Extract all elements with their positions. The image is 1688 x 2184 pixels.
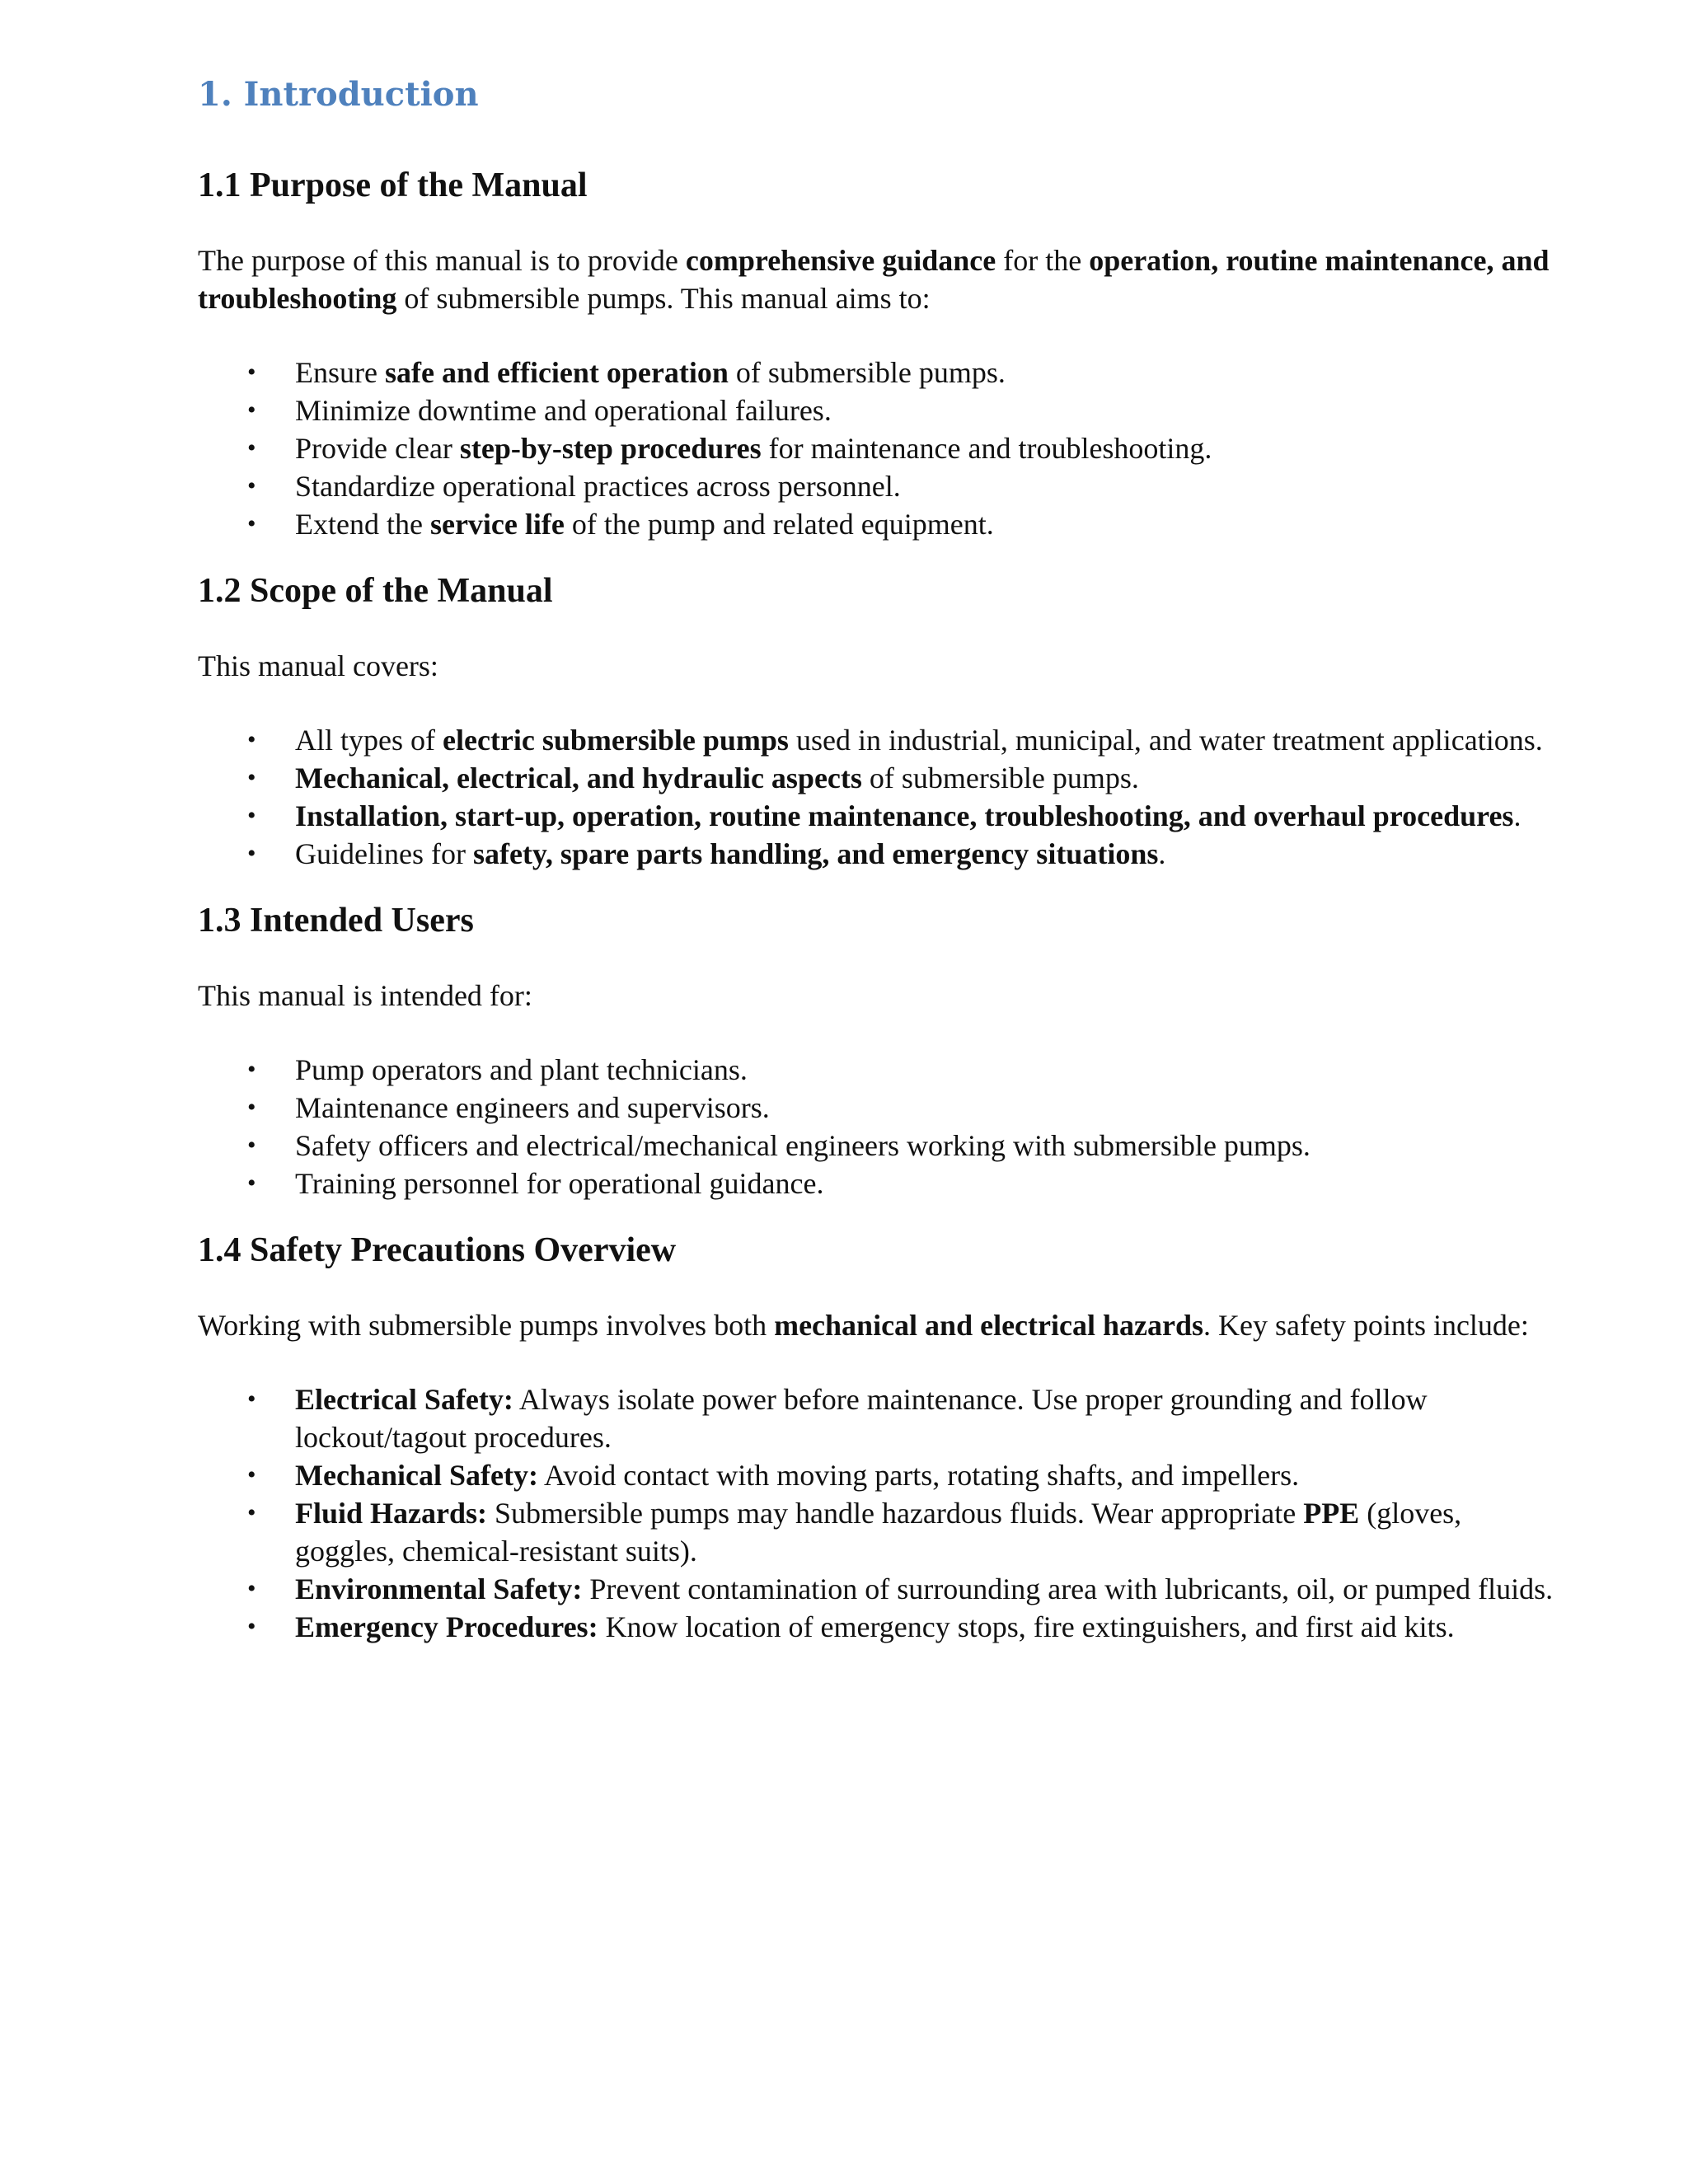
section-heading: 1.2 Scope of the Manual [198, 572, 553, 610]
bold-text: service life [429, 508, 565, 541]
text-run: Minimize downtime and operational failures. [295, 394, 832, 427]
text-run: Prevent contamination of surrounding area with lubricants, oil, or pumped fluids. [582, 1572, 1554, 1605]
bullet-icon: • [247, 359, 256, 386]
text-run: . [1158, 837, 1166, 870]
text-run: Guidelines for [295, 837, 473, 870]
list-item [198, 1127, 1558, 1165]
bullet-icon: • [247, 726, 256, 753]
bullet-icon: • [247, 510, 256, 537]
bold-text: Electrical Safety: [295, 1383, 513, 1416]
text-run: All types of [295, 724, 443, 757]
list-item [198, 1608, 1558, 1646]
list-item [198, 467, 1558, 505]
text-run: Know location of emergency stops, fire extinguishers, and first aid kits. [598, 1610, 1455, 1643]
sections-container [198, 161, 1558, 1646]
bold-text: step-by-step procedures [459, 432, 762, 465]
list-item [198, 835, 1558, 873]
text-run: This manual covers: [198, 649, 438, 682]
text-run: (gloves, goggles, chemical-resistant suits). [295, 1497, 1462, 1568]
text-run: for the [996, 244, 1090, 277]
text-run: Ensure [295, 356, 385, 389]
list-item [198, 1570, 1558, 1608]
text-run: . [1513, 799, 1522, 832]
text-run: Extend the [295, 508, 430, 541]
list-item [198, 1456, 1558, 1494]
bold-text: operation, routine maintenance, and troubleshooting [198, 244, 1550, 315]
list-item [198, 391, 1558, 429]
bold-text: PPE [1303, 1497, 1360, 1530]
text-run: of submersible pumps. [728, 356, 1006, 389]
list-item [198, 1051, 1558, 1089]
text-run: This manual is intended for: [198, 979, 532, 1012]
section [198, 1226, 1558, 1646]
bold-text: Emergency Procedures: [295, 1610, 598, 1643]
bullet-icon: • [247, 1169, 256, 1197]
list-item [198, 505, 1558, 543]
bold-text: Mechanical Safety: [295, 1459, 538, 1492]
text-run: The purpose of this manual is to provide [198, 244, 686, 277]
bullet-icon: • [247, 1132, 256, 1159]
section-intro [198, 1306, 1558, 1344]
section-intro [198, 241, 1558, 317]
bold-text: comprehensive guidance [685, 244, 996, 277]
text-run: for maintenance and troubleshooting. [761, 432, 1212, 465]
section-heading: 1.4 Safety Precautions Overview [198, 1231, 677, 1269]
text-run: Maintenance engineers and supervisors. [295, 1091, 770, 1124]
text-run: used in industrial, municipal, and water treatment applications. [788, 724, 1543, 757]
bullet-icon: • [247, 840, 256, 867]
bullet-icon: • [247, 1613, 256, 1640]
bullet-list [198, 1051, 1558, 1202]
bullet-icon: • [247, 1575, 256, 1602]
section [198, 896, 1558, 1202]
bullet-icon: • [247, 1094, 256, 1121]
bold-text: electric submersible pumps [442, 724, 789, 757]
bullet-icon: • [247, 472, 256, 499]
list-item [198, 797, 1558, 835]
bold-text: Installation, start-up, operation, routine maintenance, troubleshooting, and overhaul procedures [295, 799, 1514, 832]
bullet-icon: • [247, 1461, 256, 1488]
text-run: of the pump and related equipment. [564, 508, 994, 541]
bullet-list [198, 1380, 1558, 1646]
bold-text: Mechanical, electrical, and hydraulic aspects [295, 762, 862, 794]
document-page [198, 70, 1558, 1669]
list-item [198, 759, 1558, 797]
bullet-icon: • [247, 764, 256, 791]
text-run: of submersible pumps. [861, 762, 1139, 794]
list-item [198, 1089, 1558, 1127]
section-intro [198, 977, 1558, 1015]
section [198, 566, 1558, 873]
bold-text: safe and efficient operation [384, 356, 729, 389]
text-run: . Key safety points include: [1203, 1309, 1529, 1342]
text-run: Standardize operational practices across personnel. [295, 470, 901, 503]
bullet-icon: • [247, 1056, 256, 1083]
text-run: of submersible pumps. This manual aims to: [396, 282, 931, 315]
section-intro [198, 647, 1558, 685]
text-run: Always isolate power before maintenance. Use proper grounding and follow lockout/tagout procedures. [295, 1383, 1428, 1454]
bullet-list [198, 721, 1558, 873]
text-run: Provide clear [295, 432, 460, 465]
bold-text: Environmental Safety: [295, 1572, 583, 1605]
text-run: Working with submersible pumps involves both [198, 1309, 775, 1342]
list-item [198, 429, 1558, 467]
bold-text: safety, spare parts handling, and emergency situations [472, 837, 1159, 870]
bullet-icon: • [247, 396, 256, 424]
section [198, 161, 1558, 543]
list-item [198, 354, 1558, 391]
list-item [198, 1380, 1558, 1456]
text-run: Training personnel for operational guidance. [295, 1167, 824, 1200]
bullet-icon: • [247, 1499, 256, 1526]
section-heading: 1.1 Purpose of the Manual [198, 166, 588, 204]
bold-text: mechanical and electrical hazards [774, 1309, 1203, 1342]
section-heading: 1.3 Intended Users [198, 902, 474, 940]
chapter-title: 1. Introduction [198, 75, 479, 114]
bullet-icon: • [247, 1385, 256, 1413]
list-item [198, 721, 1558, 759]
bold-text: Fluid Hazards: [295, 1497, 488, 1530]
text-run: Pump operators and plant technicians. [295, 1053, 748, 1086]
text-run: Submersible pumps may handle hazardous fluids. Wear appropriate [487, 1497, 1304, 1530]
list-item [198, 1494, 1558, 1570]
list-item [198, 1165, 1558, 1202]
text-run: Avoid contact with moving parts, rotating shafts, and impellers. [537, 1459, 1300, 1492]
bullet-list [198, 354, 1558, 543]
bullet-icon: • [247, 802, 256, 829]
bullet-icon: • [247, 434, 256, 462]
text-run: Safety officers and electrical/mechanical engineers working with submersible pumps. [295, 1129, 1311, 1162]
